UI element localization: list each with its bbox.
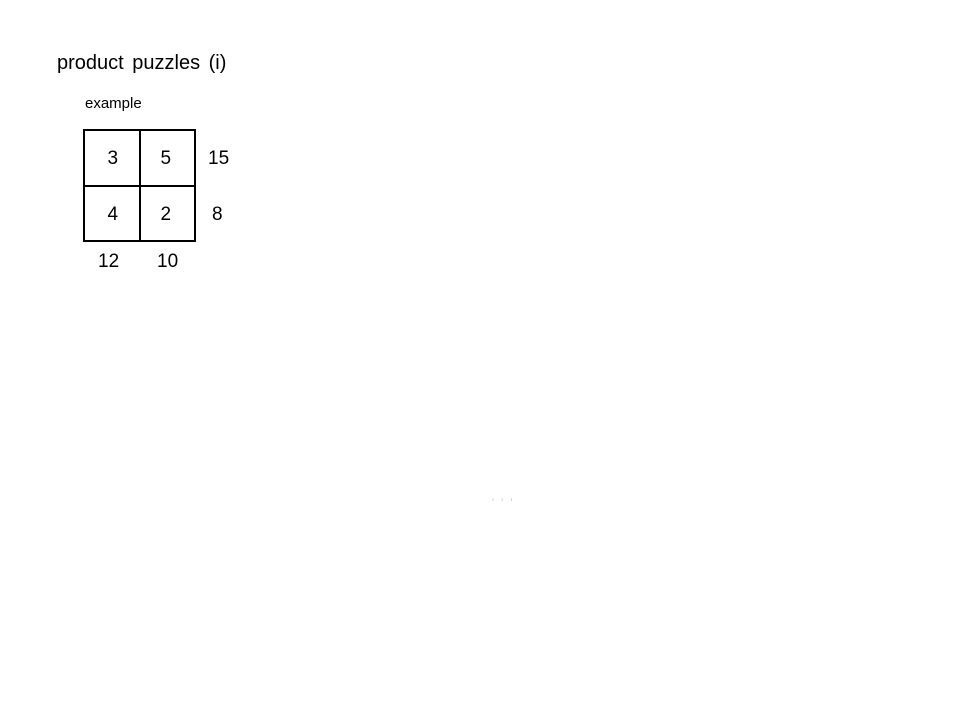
column-product: 12 [98, 251, 120, 272]
grid-cell: 2 [140, 186, 195, 241]
grid-cell: 3 [85, 131, 140, 186]
page-title: product puzzles (i) [57, 52, 227, 74]
grid-cell: 4 [85, 186, 140, 241]
row-product: 15 [208, 148, 230, 169]
column-product: 10 [157, 251, 179, 272]
puzzle-grid [83, 129, 196, 242]
example-label: example [85, 95, 142, 112]
grid-cell: 5 [140, 131, 195, 186]
row-product: 8 [212, 204, 223, 225]
faint-mark: ' ' ' [492, 497, 515, 509]
